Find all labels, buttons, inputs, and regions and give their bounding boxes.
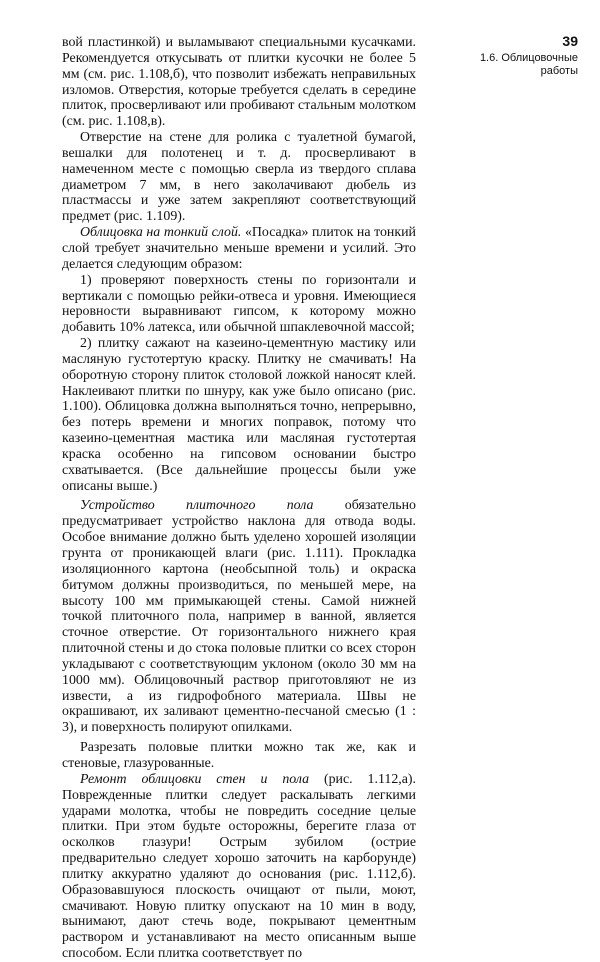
paragraph-6-text: обязательно предусматривает устройство наклона для отвода воды. Особое внимание должно быть уделено хорошей изоляции грунта от проникающей влаги (рис. 1.111). Прокладка изоляционного картона (необсыпной толь) и окраска битумом должны производиться, по меньшей мере, на высоту 100 мм примыкающей стены. Самой нижней точкой плиточного пола, например в ванной, является сточное отверстие. От горизонтального нижнего края плиточной стены и до стока половые плитки со всех сторон укладывают с соответствующим уклоном (около 30 мм на 1000 мм). Облицовочный раствор приготовляют не из извести, а из гидрофобного материала. Швы не окрашивают, их заливают цементно-песчаной смесью (1 : 3), и поверхность полируют опилками. [62,498,416,736]
paragraph-4 [62,273,416,336]
paragraph-6-lead: Устройство плиточного пола [80,498,314,514]
body-text [62,35,416,962]
paragraph-7-text: Разрезать половые плитки можно так же, как и стеновые, глазурованные. [62,740,416,771]
paragraph-7 [62,740,416,772]
paragraph-3-lead: Облицовка на тонкий слой. [80,225,242,241]
paragraph-8 [62,772,416,962]
paragraph-2-text: Отверстие на стене для ролика с туалетной бумагой, вешалки для полотенец и т. д. просверливают в намеченном месте с помощью сверла из твердого сплава диаметром 7 мм, в него заколачивают дюбель из пластмассы и уже затем закрепляют соответствующий предмет (рис. 1.109). [62,130,416,225]
paragraph-6 [62,498,416,736]
section-title: 1.6. Облицовочные работы [479,52,578,77]
paragraph-4-text: 1) проверяют поверхность стены по горизонтали и вертикали с помощью рейки-отвеса и уровня. Имеющиеся неровности выравнивают гипсом, к которому можно добавить 10% латекса, или обычной шпаклевочной массой; [62,272,416,336]
paragraph-5 [62,336,416,494]
paragraph-3 [62,225,416,273]
paragraph-8-lead: Ремонт облицовки стен и пола [80,771,310,787]
paragraph-1-text: вой пластинкой) и выламывают специальными кусачками. Рекомендуется откусывать от плитки кусочки не более 5 мм (см. рис. 1.108,б), что позволит избежать неправильных изломов. Отверстия, которые требуется сделать в середине плиток, просверливают или пробивают стальным молотком (см. рис. 1.108,в). [62,35,416,130]
paragraph-1 [62,35,416,130]
paragraph-5-text: 2) плитку сажают на казеино-цементную мастику или масляную густотертую краску. Плитку не смачивать! На оборотную сторону плиток столовой ложкой наносят клей. Наклеивают плитки по шнуру, как уже было описано (рис. 1.100). Облицовка должна выполняться точно, непрерывно, без потерь времени и многих поправок, потому что казеино-цементная мастика или масляная густотертая краска особенно на гипсовом основании быстро схватывается. (Все дальнейшие процессы были уже описаны выше.) [62,336,416,494]
paragraph-3-text: «Посадка» плиток на тонкий слой требует значительно меньше времени и усилий. Это делается следующим образом: [62,225,416,272]
paragraph-2 [62,130,416,225]
page-header [466,32,578,78]
paragraph-8-text: (рис. 1.112,а). Поврежденные плитки следует раскалывать легкими ударами молотка, чтобы не повредить соседние целые плитки. При этом будьте осторожны, берегите глаза от осколков глазури! Острым зубилом (острие предварительно следует хорошо заточить на карборунде) плитку аккуратно удаляют до основания (рис. 1.112,б). Образовавшуюся плоскость очищают от пыли, моют, смачивают. Новую плитку опускают на 10 мин в воду, вынимают, дают стечь воде, покрывают цементным раствором и устанавливают на место описанным выше способом. Если плитка соответствует по [62,771,417,962]
page-number: 39 [562,33,578,49]
